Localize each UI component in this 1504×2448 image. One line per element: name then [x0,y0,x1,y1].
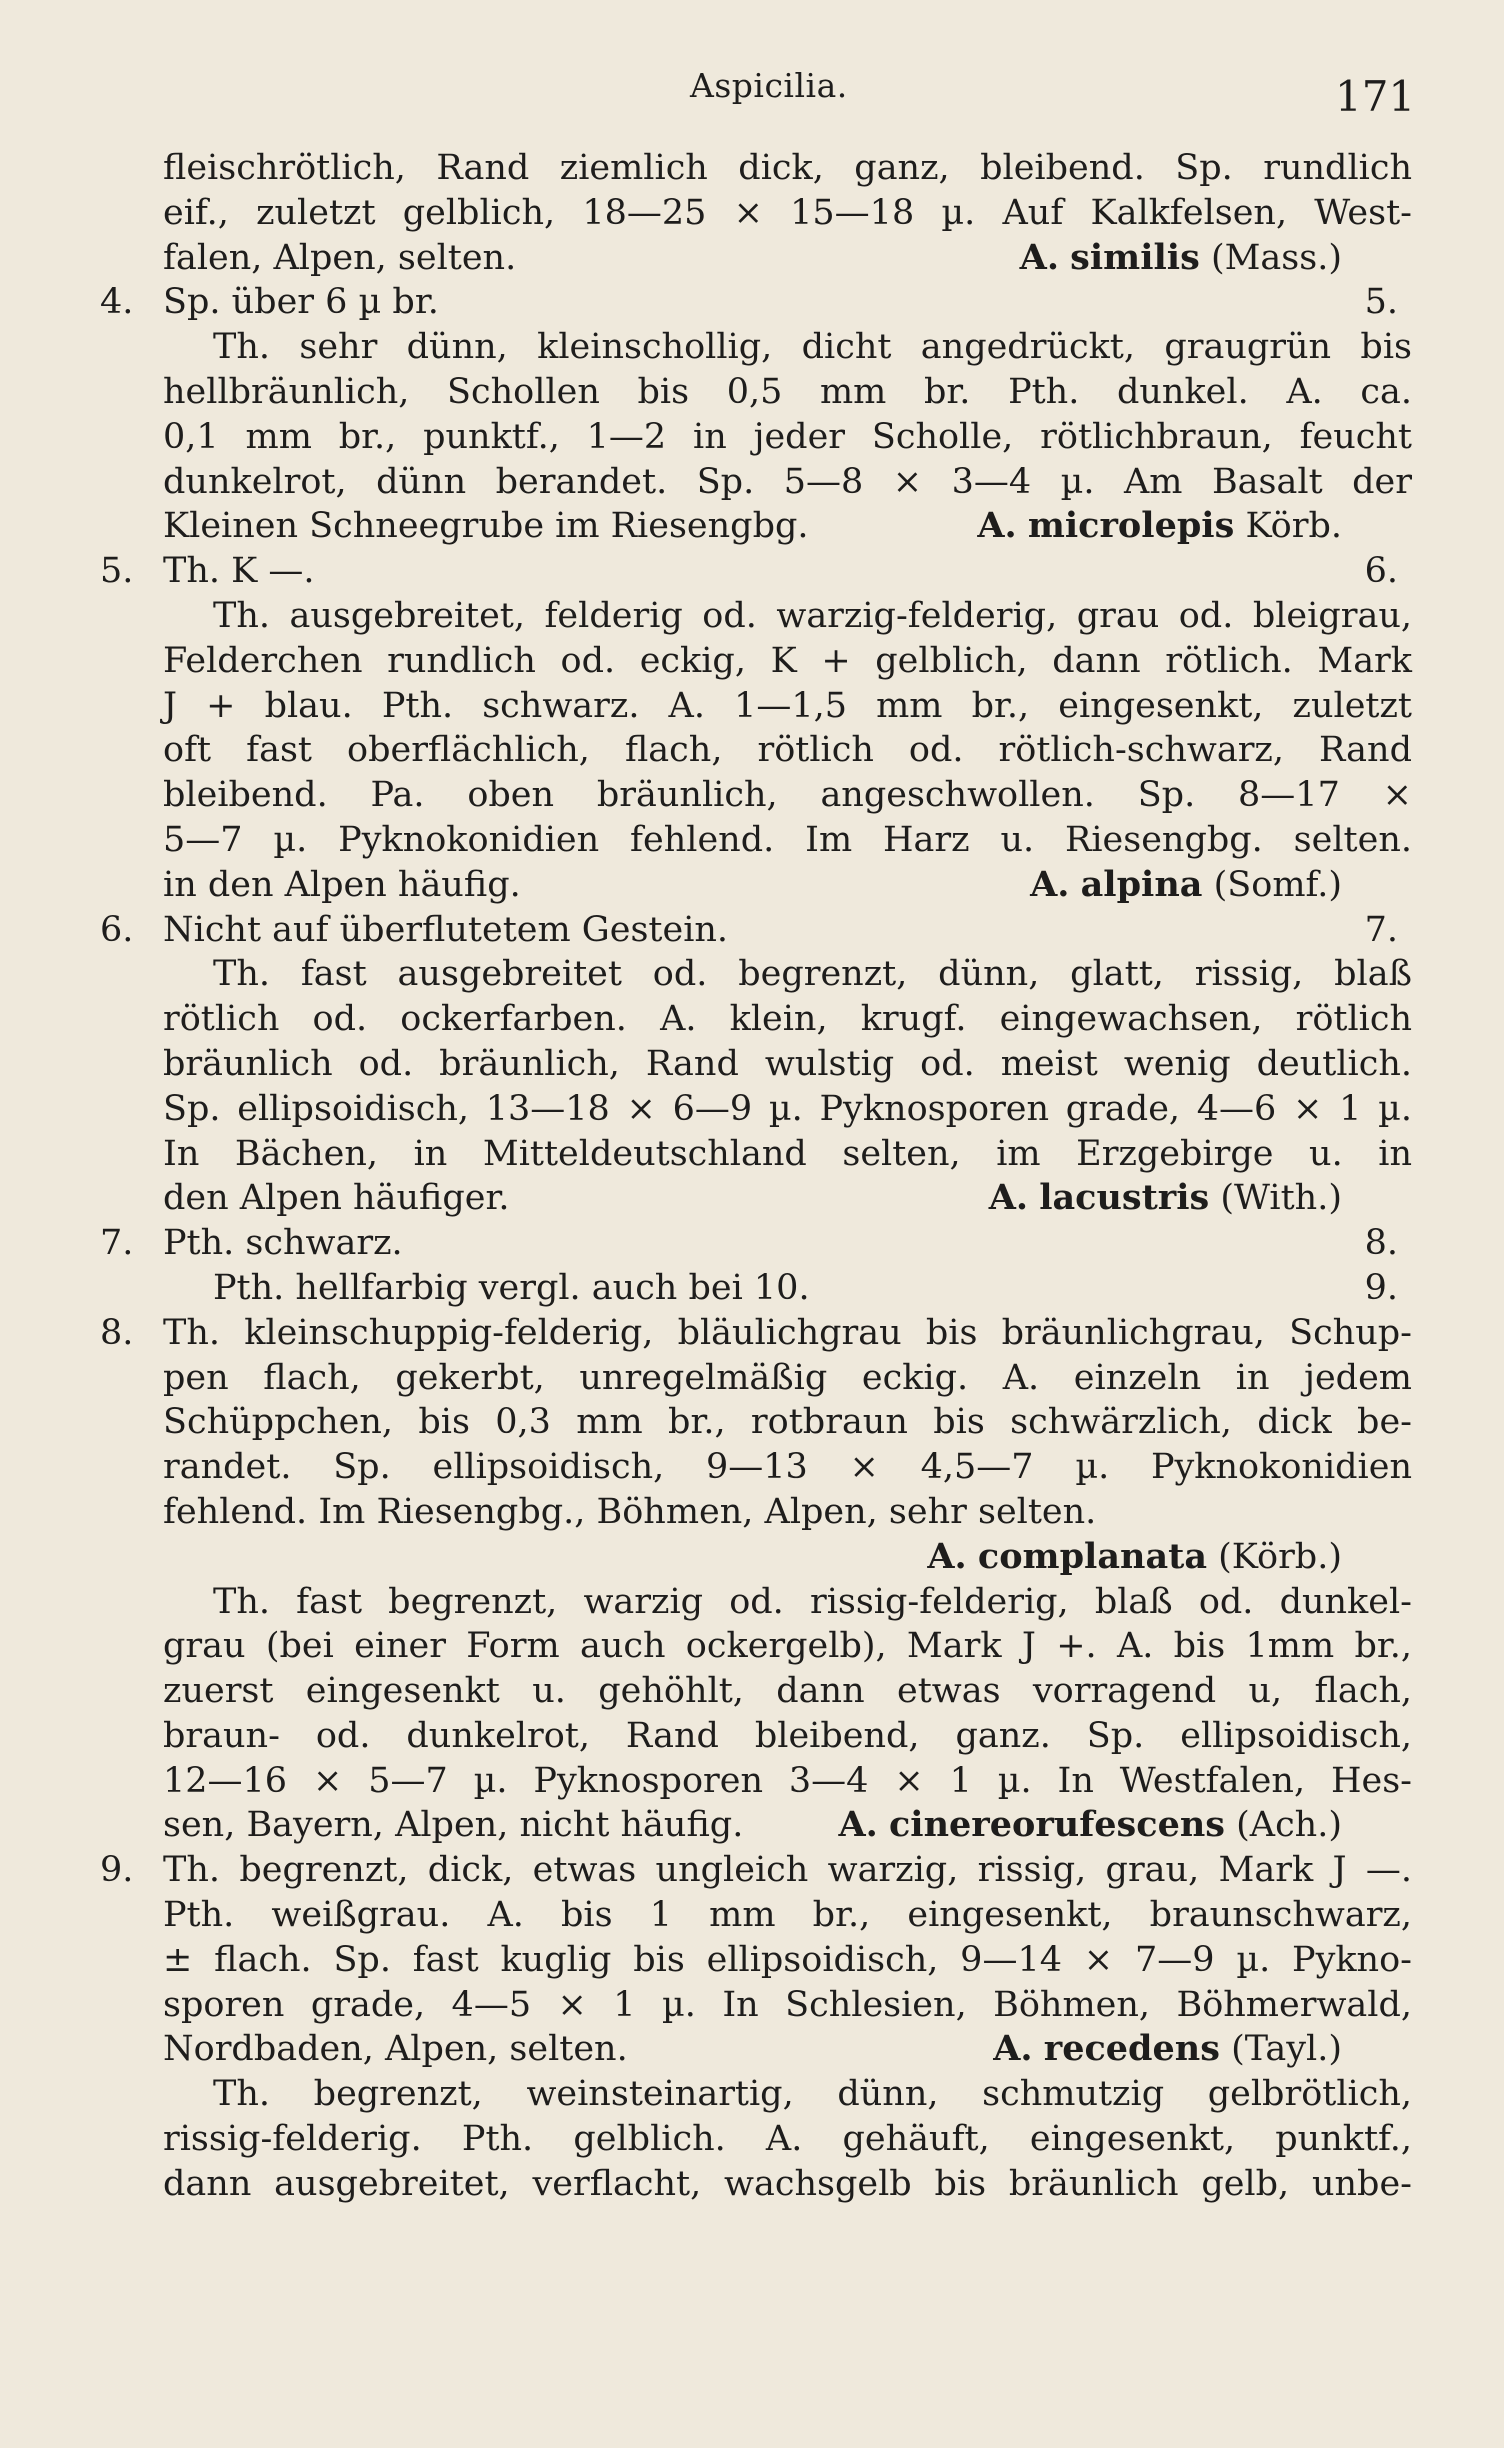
couplet-number: 9. [100,1850,134,1891]
line-text: dann ausgebreitet, verflacht, wachsgelb bis bräunlich gelb, unbe- [163,2163,1412,2204]
species-name [1030,863,1342,908]
species-author: (Tayl.) [1231,2029,1342,2070]
text-line [100,952,1412,997]
species-name [977,504,1342,549]
text-line [100,1669,1412,1714]
line-text: grau (bei einer Form auch ockergelb), Mark J +. A. bis 1mm br., [163,1626,1412,1667]
line-text: braun- od. dunkelrot, Rand bleibend, ganz. Sp. ellipsoidisch, [163,1715,1412,1756]
species-genus: A. [1019,236,1060,278]
line-text: Th. kleinschuppig-felderig, bläulichgrau bis bräunlichgrau, Schup- [163,1312,1412,1353]
line-text: 5—7 µ. Pyknokonidien fehlend. Im Harz u. Riesengbg. selten. [163,819,1412,860]
page-number: 171 [1335,72,1416,121]
line-text: ± flach. Sp. fast kuglig bis ellipsoidisch, 9—14 × 7—9 µ. Pykno- [163,1939,1412,1980]
key-text-body [100,146,1412,2207]
line-text: J + blau. Pth. schwarz. A. 1—1,5 mm br., eingesenkt, zuletzt [163,685,1412,726]
line-text: in den Alpen häufig. [163,864,521,905]
text-line [100,997,1412,1042]
species-name [838,1803,1342,1848]
text-line [100,1311,1412,1356]
line-text: Th. begrenzt, dick, etwas ungleich warzig, rissig, grau, Mark J —. [163,1850,1412,1891]
text-line [100,1132,1412,1177]
line-text: Sp. über 6 µ br. [163,282,439,323]
text-line [100,594,1412,639]
lead-reference: 8. [1364,1223,1398,1264]
species-name [1020,236,1342,281]
line-text: Th. sehr dünn, kleinschollig, dicht angedrückt, graugrün bis [213,327,1412,368]
line-text: In Bächen, in Mitteldeutschland selten, im Erzgebirge u. in [163,1133,1412,1174]
text-line [100,639,1412,684]
line-text: Kleinen Schneegrube im Riesengbg. [163,506,809,547]
text-line [100,280,1412,325]
text-line [100,415,1412,460]
text-line [100,236,1412,281]
line-text: Sp. ellipsoidisch, 13—18 × 6—9 µ. Pyknosporen grade, 4—6 × 1 µ. [163,1088,1412,1129]
line-text: Th. K —. [163,551,315,592]
text-line [100,1893,1412,1938]
line-text: 12—16 × 5—7 µ. Pyknosporen 3—4 × 1 µ. In Westfalen, Hes- [163,1760,1412,1801]
line-text: den Alpen häufiger. [163,1178,510,1219]
text-line [100,370,1412,415]
species-genus: A. [988,1177,1029,1219]
line-text: sporen grade, 4—5 × 1 µ. In Schlesien, Böhmen, Böhmerwald, [163,1984,1412,2025]
text-line [100,2072,1412,2117]
line-text: Th. fast ausgebreitet od. begrenzt, dünn, glatt, rissig, blaß [213,954,1412,995]
species-author: (Somf.) [1213,864,1342,905]
couplet-number: 8. [100,1312,134,1353]
text-line [100,460,1412,505]
line-text: sen, Bayern, Alpen, nicht häufig. [163,1805,744,1846]
line-text: oft fast oberflächlich, flach, rötlich od. rötlich-schwarz, Rand [163,730,1412,771]
text-line [100,1400,1412,1445]
species-genus: A. [838,1804,878,1846]
text-line [100,2162,1412,2207]
line-text: Pth. schwarz. [163,1223,403,1264]
lead-reference: 5. [1364,282,1398,323]
line-text: Nicht auf überflutetem Gestein. [163,909,729,950]
lead-reference: 6. [1364,551,1398,592]
text-line [100,1759,1412,1804]
text-line [100,1848,1412,1893]
text-line [100,2027,1412,2072]
line-text: hellbräunlich, Schollen bis 0,5 mm br. Pth. dunkel. A. ca. [163,371,1412,412]
line-text: Schüppchen, bis 0,3 mm br., rotbraun bis schwärzlich, dick be- [163,1402,1412,1443]
species-author: (Mass.) [1210,237,1342,278]
line-text: randet. Sp. ellipsoidisch, 9—13 × 4,5—7 µ. Pyknokonidien [163,1447,1412,1488]
text-line [100,1803,1412,1848]
line-text: rötlich od. ockerfarben. A. klein, krugf. eingewachsen, rötlich [163,999,1412,1040]
species-name [927,1535,1342,1580]
text-line [100,549,1412,594]
species-epithet: complanata [977,1535,1207,1577]
text-line [100,1938,1412,1983]
line-text: 0,1 mm br., punktf., 1—2 in jeder Scholle, rötlichbraun, feucht [163,416,1412,457]
line-text: Pth. hellfarbig vergl. auch bei 10. [213,1267,810,1308]
species-genus: A. [977,505,1017,547]
couplet-number: 5. [100,551,134,592]
text-line [100,146,1412,191]
text-line [100,1176,1412,1221]
species-genus: A. [1030,863,1070,905]
species-author: Körb. [1245,506,1342,547]
species-name [993,2027,1342,2072]
text-line [100,325,1412,370]
line-text: bräunlich od. bräunlich, Rand wulstig od. meist wenig deutlich. [163,1043,1412,1084]
line-text: zuerst eingesenkt u. gehöhlt, dann etwas vorragend u, flach, [163,1671,1412,1712]
text-line [100,1580,1412,1625]
species-epithet: microlepis [1027,505,1235,547]
text-line [100,684,1412,729]
line-text: rissig-felderig. Pth. gelblich. A. gehäuft, eingesenkt, punktf., [163,2119,1412,2160]
line-text: Th. fast begrenzt, warzig od. rissig-felderig, blaß od. dunkel- [213,1581,1412,1622]
species-epithet: similis [1070,236,1200,278]
couplet-number: 7. [100,1223,134,1264]
line-text: dunkelrot, dünn berandet. Sp. 5—8 × 3—4 µ. Am Basalt der [163,461,1412,502]
species-author: (Körb.) [1218,1536,1342,1577]
text-line [100,1983,1412,2028]
text-line [100,1042,1412,1087]
line-text: Pth. weißgrau. A. bis 1 mm br., eingesenkt, braunschwarz, [163,1895,1412,1936]
text-line [100,1490,1412,1535]
text-line [100,1356,1412,1401]
line-text: fleischrötlich, Rand ziemlich dick, ganz, bleibend. Sp. rundlich [163,148,1412,188]
page-header [0,58,1504,128]
text-line [100,863,1412,908]
text-line [100,818,1412,863]
line-text: eif., zuletzt gelblich, 18—25 × 15—18 µ. Auf Kalkfelsen, West- [163,192,1412,233]
line-text: Th. ausgebreitet, felderig od. warzig-felderig, grau od. bleigrau, [213,595,1412,636]
species-epithet: alpina [1080,863,1203,905]
text-line [100,773,1412,818]
text-line [100,1221,1412,1266]
couplet-number: 4. [100,282,134,323]
text-line [100,908,1412,953]
species-epithet: lacustris [1039,1177,1210,1219]
species-epithet: recedens [1043,2028,1220,2070]
line-text: Felderchen rundlich od. eckig, K + gelblich, dann rötlich. Mark [163,640,1412,681]
species-genus: A. [927,1535,967,1577]
species-genus: A. [993,2028,1033,2070]
line-text: bleibend. Pa. oben bräunlich, angeschwollen. Sp. 8—17 × [163,775,1412,816]
lead-reference: 9. [1364,1267,1398,1308]
species-author: (With.) [1220,1178,1342,1219]
text-line [100,1266,1412,1311]
couplet-number: 6. [100,909,134,950]
species-epithet: cinereorufescens [888,1804,1225,1846]
text-line [100,191,1412,236]
line-text: falen, Alpen, selten. [163,237,517,278]
text-line [100,1535,1412,1580]
line-text: Nordbaden, Alpen, selten. [163,2029,628,2070]
text-line [100,1445,1412,1490]
species-author: (Ach.) [1236,1805,1342,1846]
text-line [100,1714,1412,1759]
text-line [100,728,1412,773]
running-title: Aspicilia. [690,66,848,105]
line-text: fehlend. Im Riesengbg., Böhmen, Alpen, sehr selten. [163,1491,1097,1532]
line-text: Th. begrenzt, weinsteinartig, dünn, schmutzig gelbrötlich, [213,2074,1412,2115]
lead-reference: 7. [1364,909,1398,950]
text-line [100,1087,1412,1132]
text-line [100,1624,1412,1669]
species-name [989,1176,1342,1221]
text-line [100,2117,1412,2162]
text-line [100,504,1412,549]
line-text: pen flach, gekerbt, unregelmäßig eckig. A. einzeln in jedem [163,1357,1412,1398]
